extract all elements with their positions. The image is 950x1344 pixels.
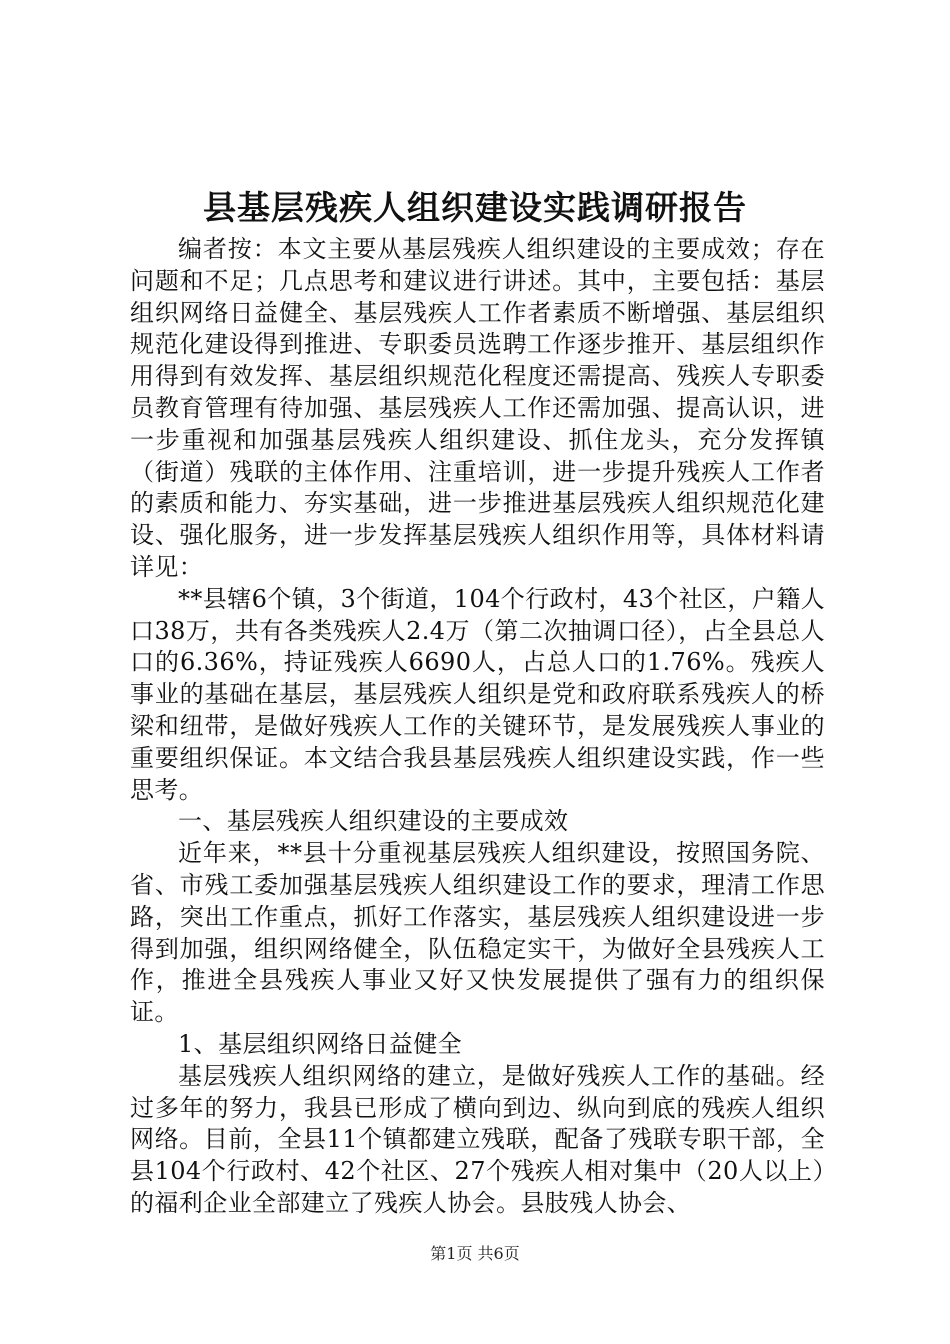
- section-heading-1: 一、基层残疾人组织建设的主要成效: [178, 807, 569, 836]
- section-1-paragraph: 近年来，**县十分重视基层残疾人组织建设，按照国务院、省、市残工委加强基层残疾人组织建设工作的要求，理清工作思路，突出工作重点，抓好工作落实，基层残疾人组织建设进一步得到加强，组织网络健全，队伍稳定实干，为做好全县残疾人工作，推进全县残疾人事业又好又快发展提供了强有力的组织保证。: [130, 839, 825, 1027]
- subsection-heading-1: 1、基层组织网络日益健全: [178, 1029, 463, 1058]
- document-body: [130, 234, 825, 1220]
- page-footer: 第1页 共6页: [430, 1244, 520, 1263]
- subsection-1-paragraph: 基层残疾人组织网络的建立，是做好残疾人工作的基础。经过多年的努力，我县已形成了横向到边、纵向到底的残疾人组织网络。目前，全县11个镇都建立残联，配备了残联专职干部，全县104个行政村、42个社区、27个残疾人相对集中（20人以上）的福利企业全部建立了残疾人协会。县肢残人协会、: [130, 1061, 825, 1217]
- overview-paragraph: **县辖6个镇，3个街道，104个行政村，43个社区，户籍人口38万，共有各类残疾人2.4万（第二次抽调口径），占全县总人口的6.36%，持证残疾人6690人，占总人口的1.76%。残疾人事业的基础在基层，基层残疾人组织是党和政府联系残疾人的桥梁和纽带，是做好残疾人工作的关键环节，是发展残疾人事业的重要组织保证。本文结合我县基层残疾人组织建设实践，作一些思考。: [130, 584, 825, 804]
- document-title: 县基层残疾人组织建设实践调研报告: [203, 188, 747, 227]
- editor-note-paragraph: 编者按：本文主要从基层残疾人组织建设的主要成效；存在问题和不足；几点思考和建议进行讲述。其中，主要包括：基层组织网络日益健全、基层残疾人工作者素质不断增强、基层组织规范化建设得到推进、专职委员选聘工作逐步推开、基层组织作用得到有效发挥、基层组织规范化程度还需提高、残疾人专职委员教育管理有待加强、基层残疾人工作还需加强、提高认识，进一步重视和加强基层残疾人组织建设、抓住龙头，充分发挥镇（街道）残联的主体作用、注重培训，进一步提升残疾人工作者的素质和能力、夯实基础，进一步推进基层残疾人组织规范化建设、强化服务，进一步发挥基层残疾人组织作用等，具体材料请详见：: [130, 235, 825, 581]
